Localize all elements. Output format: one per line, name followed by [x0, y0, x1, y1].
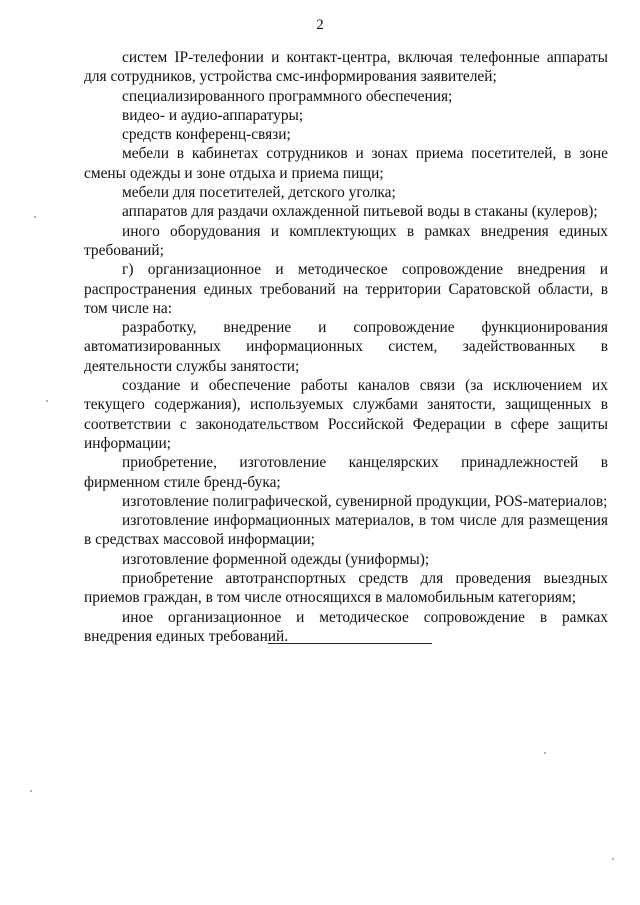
paragraph: аппаратов для раздачи охлажденной питьевой воды в стаканы (кулеров); — [122, 203, 598, 221]
paragraph: разработку, внедрение и сопровождение функционирования автоматизированных информационных систем, задействованных в деятельности службы занятости; — [84, 319, 608, 375]
scan-speck — [544, 752, 546, 754]
paragraph: изготовление полиграфической, сувенирной продукции, POS-материалов; — [122, 492, 608, 510]
paragraph: иного оборудования и комплектующих в рамках внедрения единых требований; — [84, 222, 608, 259]
paragraph: специализированного программного обеспечения; — [122, 87, 453, 105]
paragraph: мебели для посетителей, детского уголка; — [122, 184, 396, 202]
paragraph: создание и обеспечение работы каналов связи (за исключением их текущего содержания), используемых службами занятости, защищенных в соответствии с законодательством Российской Федерации в сфере защиты информации; — [84, 377, 608, 452]
scan-speck — [612, 858, 614, 860]
paragraph: иное организационное и методическое сопровождение в рамках внедрения единых требований. — [84, 608, 608, 645]
separator-line — [268, 643, 432, 644]
paragraph: средств конференц-связи; — [122, 126, 291, 144]
paragraph: приобретение автотранспортных средств для проведения выездных приемов граждан, в том числе относящихся в маломобильным категориям; — [84, 570, 608, 607]
paragraph: г) организационное и методическое сопровождение внедрения и распространения единых требований на территории Саратовской области, в том числе на: — [84, 261, 608, 317]
paragraph: изготовление форменной одежды (униформы); — [122, 550, 430, 568]
paragraph: приобретение, изготовление канцелярских принадлежностей в фирменном стиле бренд-бука; — [84, 454, 608, 491]
document-body — [84, 48, 608, 646]
scan-speck — [34, 216, 36, 218]
paragraph: изготовление информационных материалов, в том числе для размещения в средствах массовой информации; — [84, 512, 608, 549]
scan-speck — [30, 790, 32, 792]
paragraph: мебели в кабинетах сотрудников и зонах приема посетителей, в зоне смены одежды и зоне отдыха и приема пищи; — [84, 145, 608, 182]
paragraph: систем IP-телефонии и контакт-центра, включая телефонные аппараты для сотрудников, устройства смс-информирования заявителей; — [84, 49, 608, 86]
scan-speck — [46, 400, 48, 402]
page-number: 2 — [316, 17, 324, 33]
paragraph: видео- и аудио-аппаратуры; — [122, 106, 304, 124]
